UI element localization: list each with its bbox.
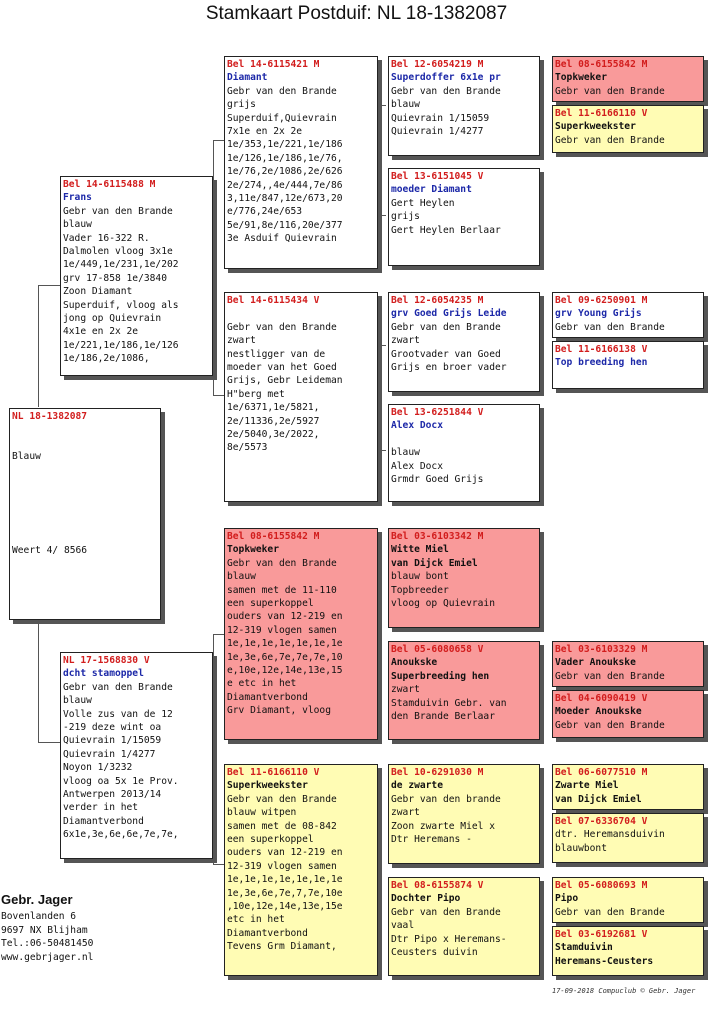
owner: Gebr van den Brande bbox=[555, 670, 665, 682]
ring-number: Bel 03-6192681 V bbox=[555, 929, 648, 940]
ring-number: Bel 11-6166110 V bbox=[227, 767, 320, 778]
owner bbox=[391, 433, 537, 446]
info-line: e etc in het bbox=[227, 678, 297, 690]
info-line: blauw bbox=[63, 219, 92, 231]
ring-number: Bel 14-6115421 M bbox=[227, 59, 320, 70]
ring-number: Bel 04-6090419 V bbox=[555, 693, 648, 704]
owner: Gebr van den Brande bbox=[555, 134, 665, 146]
connector-line bbox=[38, 742, 60, 743]
owner: Gebr van den Brande bbox=[555, 719, 665, 731]
breeder-website: www.gebrjager.nl bbox=[1, 951, 94, 963]
ring-number: Bel 14-6115434 V bbox=[227, 295, 320, 306]
info-line bbox=[12, 477, 158, 490]
info-line: blauw bont bbox=[391, 571, 449, 583]
pigeon-card-g7[interactable] bbox=[552, 764, 704, 810]
pigeon-card-g3[interactable] bbox=[552, 292, 704, 338]
info-line bbox=[12, 423, 158, 436]
info-line: Grijs en broer vader bbox=[391, 362, 507, 374]
pigeon-name: Frans bbox=[63, 192, 92, 204]
ring-number: Bel 14-6115488 M bbox=[63, 179, 156, 190]
pigeon-card-g10[interactable] bbox=[552, 926, 704, 976]
pigeon-card-mmm[interactable] bbox=[388, 877, 540, 976]
connector-line bbox=[38, 285, 39, 407]
owner: van Dijck Emiel bbox=[391, 557, 478, 569]
pigeon-card-fm[interactable] bbox=[224, 292, 378, 502]
info-line: Weert 4/ 8566 bbox=[12, 545, 88, 557]
info-line: 1e/221,1e/186,1e/126 bbox=[63, 339, 179, 351]
owner: van Dijck Emiel bbox=[555, 793, 642, 805]
owner: Superbreeding hen bbox=[391, 670, 490, 682]
ring-number: Bel 08-6155842 M bbox=[227, 531, 320, 542]
connector-line bbox=[213, 140, 214, 280]
info-line: verder in het bbox=[63, 802, 139, 814]
pigeon-card-fff[interactable] bbox=[388, 56, 540, 156]
connector-line bbox=[213, 280, 214, 395]
owner: Gebr van den Brande bbox=[555, 321, 665, 333]
pigeon-card-ffm[interactable] bbox=[388, 168, 540, 266]
breeder-name: Gebr. Jager bbox=[1, 892, 73, 907]
info-line: Quievrain 1/4277 bbox=[391, 126, 484, 138]
info-line: Quievrain 1/15059 bbox=[63, 735, 162, 747]
pigeon-card-main[interactable] bbox=[9, 408, 161, 620]
pigeon-name: Superkweekster bbox=[555, 121, 636, 133]
info-line: zwart bbox=[391, 684, 420, 696]
info-line: 1e,3e,6e,7e,7,7e,10e bbox=[227, 887, 343, 899]
pigeon-name: Anoukske bbox=[391, 657, 438, 669]
info-line: vloog op Quievrain bbox=[391, 598, 495, 610]
info-line: Grv Diamant, vloog bbox=[227, 705, 331, 717]
pigeon-card-mfm[interactable] bbox=[388, 641, 540, 740]
owner: Gebr van den Brande bbox=[63, 681, 173, 693]
info-line: Ceusters duivin bbox=[391, 947, 478, 959]
owner: Gebr van den Brande bbox=[391, 85, 501, 97]
pigeon-name bbox=[227, 307, 375, 320]
pigeon-name: Zwarte Miel bbox=[555, 780, 619, 792]
pigeon-card-g1[interactable] bbox=[552, 56, 704, 102]
info-line: 1e,1e,1e,1e,1e,1e,1e bbox=[227, 638, 343, 650]
info-line: jong op Quievrain bbox=[63, 313, 162, 325]
pigeon-card-g4[interactable] bbox=[552, 341, 704, 389]
info-line: 3e Asduif Quievrain bbox=[227, 233, 337, 245]
info-line: Vader 16-322 R. bbox=[63, 232, 150, 244]
info-line bbox=[12, 490, 158, 503]
info-line: Diamantverbond bbox=[227, 691, 308, 703]
info-line: Superduif,Quievrain bbox=[227, 112, 337, 124]
info-line: 1e,1e,1e,1e,1e,1e,1e bbox=[227, 874, 343, 886]
connector-line bbox=[213, 395, 224, 396]
pigeon-name: moeder Diamant bbox=[391, 184, 472, 196]
info-line bbox=[12, 464, 158, 477]
ring-number: Bel 11-6166138 V bbox=[555, 344, 648, 355]
info-line: 1e/449,1e/231,1e/202 bbox=[63, 259, 179, 271]
info-line: samen met de 11-110 bbox=[227, 584, 337, 596]
info-line: ouders van 12-219 en bbox=[227, 611, 343, 623]
info-line: Diamantverbond bbox=[63, 815, 144, 827]
info-line: Grmdr Goed Grijs bbox=[391, 474, 484, 486]
ring-number: Bel 07-6336704 V bbox=[555, 816, 648, 827]
pigeon-card-father[interactable] bbox=[60, 176, 213, 376]
info-line: 2e/11336,2e/5927 bbox=[227, 415, 320, 427]
pigeon-name: Diamant bbox=[227, 72, 268, 84]
info-line: Dtr Pipo x Heremans- bbox=[391, 933, 507, 945]
info-line: H"berg met bbox=[227, 388, 285, 400]
pigeon-card-g8[interactable] bbox=[552, 813, 704, 863]
info-line: blauw bbox=[391, 99, 420, 111]
info-line: Alex Docx bbox=[391, 460, 443, 472]
info-line: 3,11e/847,12e/673,20 bbox=[227, 193, 343, 205]
ring-number: Bel 13-6151045 V bbox=[391, 171, 484, 182]
pigeon-name: de zwarte bbox=[391, 780, 443, 792]
info-line: Quievrain 1/15059 bbox=[391, 112, 490, 124]
pigeon-name: grv Goed Grijs Leide bbox=[391, 308, 507, 320]
pigeon-name: Superdoffer 6x1e pr bbox=[391, 72, 501, 84]
info-line: Diamantverbond bbox=[227, 927, 308, 939]
info-line: 2e/5040,3e/2022, bbox=[227, 429, 320, 441]
pigeon-card-mmf[interactable] bbox=[388, 764, 540, 864]
info-line: 6x1e,3e,6e,6e,7e,7e, bbox=[63, 829, 179, 841]
info-line: Grootvader van Goed bbox=[391, 348, 501, 360]
footer-credit: 17-09-2018 Compuclub © Gebr. Jager bbox=[552, 987, 696, 995]
info-line: vaal bbox=[391, 920, 415, 932]
info-line: samen met de 08-842 bbox=[227, 820, 337, 832]
info-line: 1e/6371,1e/5821, bbox=[227, 402, 320, 414]
info-line: grijs bbox=[391, 211, 420, 223]
info-line: blauw bbox=[391, 447, 420, 459]
pigeon-card-mff[interactable] bbox=[388, 528, 540, 628]
info-line: Dtr Heremans - bbox=[391, 834, 472, 846]
pigeon-card-g9[interactable] bbox=[552, 877, 704, 923]
info-line: vloog oa 5x 1e Prov. bbox=[63, 775, 179, 787]
pigeon-name: Moeder Anoukske bbox=[555, 706, 642, 718]
pigeon-name: dcht stamoppel bbox=[63, 668, 144, 680]
connector-line bbox=[38, 285, 60, 286]
info-line: -219 deze wint oa bbox=[63, 722, 162, 734]
info-line: Dalmolen vloog 3x1e bbox=[63, 246, 173, 258]
connector-line bbox=[213, 140, 224, 141]
pigeon-card-mm[interactable] bbox=[224, 764, 378, 976]
info-line: nestligger van de bbox=[227, 348, 326, 360]
info-line: zwart bbox=[391, 335, 420, 347]
info-line: etc in het bbox=[227, 914, 285, 926]
owner: Gebr van den Brande bbox=[227, 85, 337, 97]
pigeon-name: Vader Anoukske bbox=[555, 657, 636, 669]
connector-line bbox=[378, 450, 386, 451]
owner: Gert Heylen bbox=[391, 197, 455, 209]
info-line: blauw bbox=[227, 571, 256, 583]
pigeon-name: Witte Miel bbox=[391, 544, 449, 556]
info-line: 1e/353,1e/221,1e/186 bbox=[227, 139, 343, 151]
connector-line bbox=[378, 345, 386, 346]
info-line: 7x1e en 2x 2e bbox=[227, 126, 303, 138]
breeder-city: 9697 NX Blijham bbox=[1, 924, 88, 936]
pigeon-name: Alex Docx bbox=[391, 420, 443, 432]
ring-number: Bel 05-6080693 M bbox=[555, 880, 648, 891]
ring-number: Bel 11-6166110 V bbox=[555, 108, 648, 119]
pigeon-card-mother[interactable] bbox=[60, 652, 213, 859]
pigeon-name: dtr. Heremansduivin bbox=[555, 829, 665, 841]
pigeon-name: Topkweker bbox=[227, 544, 279, 556]
pigeon-name: Stamduivin bbox=[555, 942, 613, 954]
info-line: 5e/91,8e/116,20e/377 bbox=[227, 219, 343, 231]
info-line: e/776,24e/653 bbox=[227, 206, 303, 218]
pigeon-name: Topkweker bbox=[555, 72, 607, 84]
pigeon-name: grv Young Grijs bbox=[555, 308, 642, 320]
pigeon-name: Dochter Pipo bbox=[391, 893, 461, 905]
ring-number: Bel 08-6155874 V bbox=[391, 880, 484, 891]
ring-number: Bel 12-6054219 M bbox=[391, 59, 484, 70]
connector-line bbox=[378, 105, 386, 106]
owner: Gebr van den Brande bbox=[555, 906, 665, 918]
info-line: ,10e,12e,14e,13e,15e bbox=[227, 901, 343, 913]
info-line: ouders van 12-219 en bbox=[227, 847, 343, 859]
pigeon-card-g5[interactable] bbox=[552, 641, 704, 687]
pigeon-card-ff[interactable] bbox=[224, 56, 378, 269]
info-line: 1e/126,1e/186,1e/76, bbox=[227, 152, 343, 164]
info-line: e,10e,12e,14e,13e,15 bbox=[227, 665, 343, 677]
owner: Gebr van den brande bbox=[391, 793, 501, 805]
owner: blauwbont bbox=[555, 842, 607, 854]
owner: Gebr van den Brande bbox=[227, 557, 337, 569]
page-title: Stamkaart Postduif: NL 18-1382087 bbox=[205, 3, 508, 24]
connector-line bbox=[38, 620, 39, 742]
pigeon-card-g2[interactable] bbox=[552, 105, 704, 153]
info-line: 4x1e en 2x 2e bbox=[63, 326, 139, 338]
owner: Gebr van den Brande bbox=[227, 321, 337, 333]
info-line: den Brande Berlaar bbox=[391, 711, 495, 723]
info-line: 1e/186,2e/1086, bbox=[63, 353, 150, 365]
pigeon-name: Pipo bbox=[555, 893, 579, 905]
info-line: Blauw bbox=[12, 451, 41, 463]
info-line: Zoon zwarte Miel x bbox=[391, 820, 495, 832]
info-line: zwart bbox=[391, 807, 420, 819]
owner: Gebr van den Brande bbox=[555, 85, 665, 97]
info-line bbox=[12, 517, 158, 530]
info-line: 1e/76,2e/1086,2e/626 bbox=[227, 166, 343, 178]
info-line bbox=[12, 437, 158, 450]
owner: Heremans-Ceusters bbox=[555, 955, 654, 967]
connector-line bbox=[378, 215, 386, 216]
info-line: een superkoppel bbox=[227, 834, 314, 846]
pigeon-card-fmf[interactable] bbox=[388, 292, 540, 392]
ring-number: Bel 12-6054235 M bbox=[391, 295, 484, 306]
info-line: Quievrain 1/4277 bbox=[63, 748, 156, 760]
info-line: Gert Heylen Berlaar bbox=[391, 224, 501, 236]
ring-number: Bel 13-6251844 V bbox=[391, 407, 484, 418]
info-line: grijs bbox=[227, 99, 256, 111]
info-line: zwart bbox=[227, 335, 256, 347]
ring-number: Bel 03-6103342 M bbox=[391, 531, 484, 542]
owner: Gebr van den Brande bbox=[391, 906, 501, 918]
connector-line bbox=[213, 864, 224, 865]
info-line bbox=[12, 531, 158, 544]
info-line: 12-319 vlogen samen bbox=[227, 624, 337, 636]
info-line: Stamduivin Gebr. van bbox=[391, 697, 507, 709]
ring-number: NL 17-1568830 V bbox=[63, 655, 150, 666]
info-line: Superduif, vloog als bbox=[63, 299, 179, 311]
connector-line bbox=[213, 634, 224, 635]
info-line: Topbreeder bbox=[391, 584, 449, 596]
connector-line bbox=[213, 634, 214, 684]
pigeon-name: Superkweekster bbox=[227, 780, 308, 792]
ring-number: Bel 03-6103329 M bbox=[555, 644, 648, 655]
info-line: blauw witpen bbox=[227, 807, 297, 819]
pigeon-card-fmm[interactable] bbox=[388, 404, 540, 502]
ring-number: NL 18-1382087 bbox=[12, 411, 88, 422]
info-line: Noyon 1/3232 bbox=[63, 762, 133, 774]
info-line: 8e/5573 bbox=[227, 442, 268, 454]
info-line: blauw bbox=[63, 695, 92, 707]
pigeon-card-g6[interactable] bbox=[552, 690, 704, 738]
ring-number: Bel 10-6291030 M bbox=[391, 767, 484, 778]
owner: Gebr van den Brande bbox=[63, 205, 173, 217]
info-line: moeder van het Goed bbox=[227, 362, 337, 374]
info-line: 1e,3e,6e,7e,7e,7e,10 bbox=[227, 651, 343, 663]
pigeon-card-mf[interactable] bbox=[224, 528, 378, 740]
breeder-phone: Tel.:06-50481450 bbox=[1, 938, 94, 949]
owner: Gebr van den Brande bbox=[391, 321, 501, 333]
info-line: een superkoppel bbox=[227, 598, 314, 610]
owner bbox=[555, 370, 701, 383]
info-line: Tevens Grm Diamant, bbox=[227, 941, 337, 953]
ring-number: Bel 08-6155842 M bbox=[555, 59, 648, 70]
owner: Gebr van den Brande bbox=[227, 793, 337, 805]
info-line bbox=[12, 504, 158, 517]
breeder-info bbox=[1, 890, 93, 964]
breeder-address: Bovenlanden 6 bbox=[1, 911, 77, 922]
connector-line bbox=[213, 684, 214, 864]
ring-number: Bel 09-6250901 M bbox=[555, 295, 648, 306]
ring-number: Bel 05-6080658 V bbox=[391, 644, 484, 655]
info-line: Zoon Diamant bbox=[63, 286, 133, 298]
pigeon-name: Top breeding hen bbox=[555, 357, 648, 369]
info-line: Grijs, Gebr Leideman bbox=[227, 375, 343, 387]
info-line: 12-319 vlogen samen bbox=[227, 860, 337, 872]
info-line: 2e/274,,4e/444,7e/86 bbox=[227, 179, 343, 191]
info-line: Antwerpen 2013/14 bbox=[63, 789, 162, 801]
info-line: grv 17-858 1e/3840 bbox=[63, 272, 167, 284]
info-line: Volle zus van de 12 bbox=[63, 708, 173, 720]
ring-number: Bel 06-6077510 M bbox=[555, 767, 648, 778]
